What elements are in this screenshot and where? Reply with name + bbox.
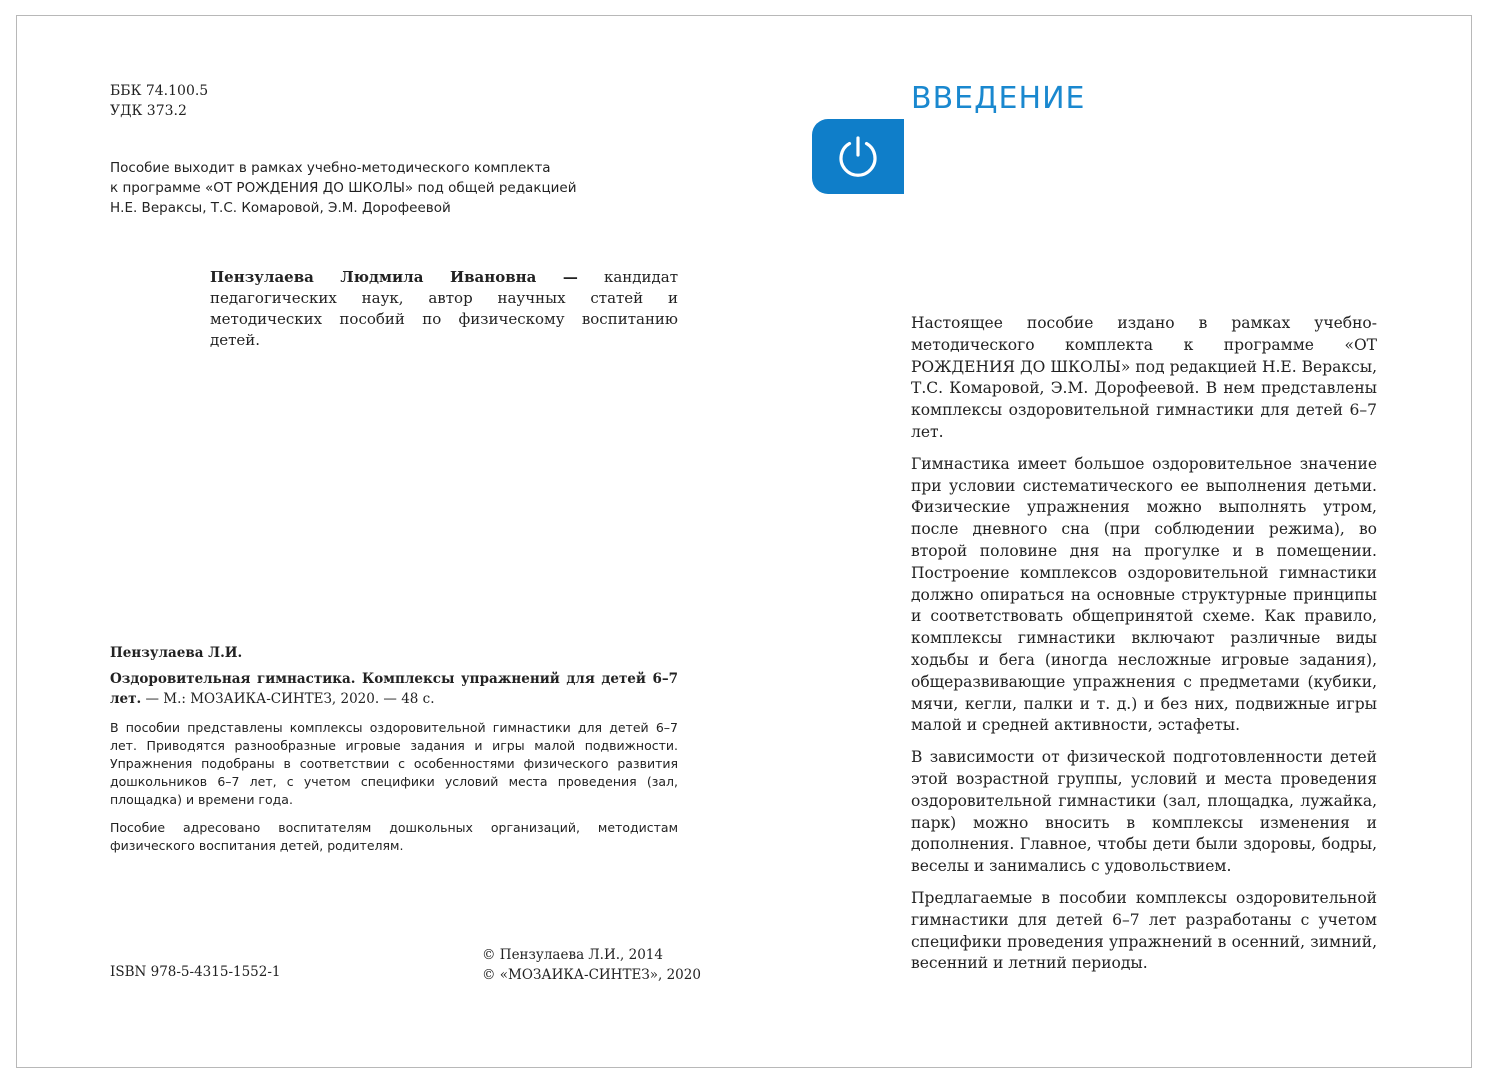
series-note-line: Пособие выходит в рамках учебно-методического комплекта	[110, 160, 551, 176]
intro-body	[911, 313, 1377, 985]
biblio-imprint: — М.: МОЗАИКА-СИНТЕЗ, 2020. — 48 с.	[141, 691, 435, 707]
author-name: Пензулаева Людмила Ивановна —	[210, 268, 578, 286]
intro-paragraph: Предлагаемые в пособии комплексы оздоровительной гимнастики для детей 6–7 лет разработаны с учетом специфики проведения упражнений в осенний, зимний, весенний и летний периоды.	[911, 888, 1377, 973]
isbn: ISBN 978-5-4315-1552-1	[110, 964, 281, 980]
series-note-line: Н.Е. Вераксы, Т.С. Комаровой, Э.М. Дорофеевой	[110, 200, 451, 216]
biblio-abstract: В пособии представлены комплексы оздоровительной гимнастики для детей 6–7 лет. Приводятся разнообразные игровые задания и игры малой подвижности. Упражнения подобраны в соответствии с особенностями физического развития дошкольников 6–7 лет, с учетом специфики условий места проведения (зал, площадка) и времени года.	[110, 720, 678, 807]
chapter-title: ВВЕДЕНИЕ	[911, 81, 1086, 116]
biblio-title: Оздоровительная гимнастика. Комплексы упражнений для детей 6–7 лет.	[110, 671, 678, 707]
copyright-publisher: © «МОЗАИКА-СИНТЕЗ», 2020	[482, 967, 701, 983]
copyright-author: © Пензулаева Л.И., 2014	[482, 947, 663, 963]
intro-paragraph: Настоящее пособие издано в рамках учебно-методического комплекта к программе «ОТ РОЖДЕНИЯ ДО ШКОЛЫ» под редакцией Н.Е. Вераксы, Т.С. Комаровой, Э.М. Дорофеевой. В нем представлены комплексы оздоровительной гимнастики для детей 6–7 лет.	[911, 314, 1377, 441]
udk-code: УДК 373.2	[110, 103, 187, 119]
bbk-code: ББК 74.100.5	[110, 83, 209, 99]
intro-paragraph: В зависимости от физической подготовленности детей этой возрастной группы, условий и места проведения оздоровительной гимнастики (зал, площадка, лужайка, парк) можно вносить в комплексы изменения и дополнения. Главное, чтобы дети были здоровы, бодры, веселы и занимались с удовольствием.	[911, 748, 1377, 876]
author-bio-text: кандидат педагогических наук, автор научных статей и методических пособий по физическому воспитанию детей.	[210, 268, 678, 349]
bibliographic-record	[110, 643, 678, 855]
classification-codes	[110, 81, 208, 121]
copyrights	[482, 945, 701, 985]
biblio-title-block	[110, 669, 678, 709]
chapter-badge	[812, 119, 904, 194]
series-note-line: к программе «ОТ РОЖДЕНИЯ ДО ШКОЛЫ» под общей редакцией	[110, 180, 577, 196]
biblio-audience: Пособие адресовано воспитателям дошкольных организаций, методистам физического воспитания детей, родителям.	[110, 820, 678, 853]
power-icon	[835, 133, 881, 179]
series-note	[110, 158, 670, 218]
biblio-author: Пензулаева Л.И.	[110, 645, 243, 661]
intro-paragraph: Гимнастика имеет большое оздоровительное значение при условии систематического ее выполнения детьми. Физические упражнения можно выполнять утром, после дневного сна (при соблюдении режима), во второй половине дня на прогулке и в помещении. Построение комплексов оздоровительной гимнастики должно опираться на основные структурные принципы и соответствовать общепринятой схеме. Как правило, комплексы гимнастики включают различные виды ходьбы и бега (иногда несложные игровые задания), общеразвивающие упражнения с предметами (кубики, мячи, кегли, палки и т. д.) и без них, подвижные игры малой и средней активности, эстафеты.	[911, 454, 1377, 735]
author-bio	[210, 267, 678, 351]
